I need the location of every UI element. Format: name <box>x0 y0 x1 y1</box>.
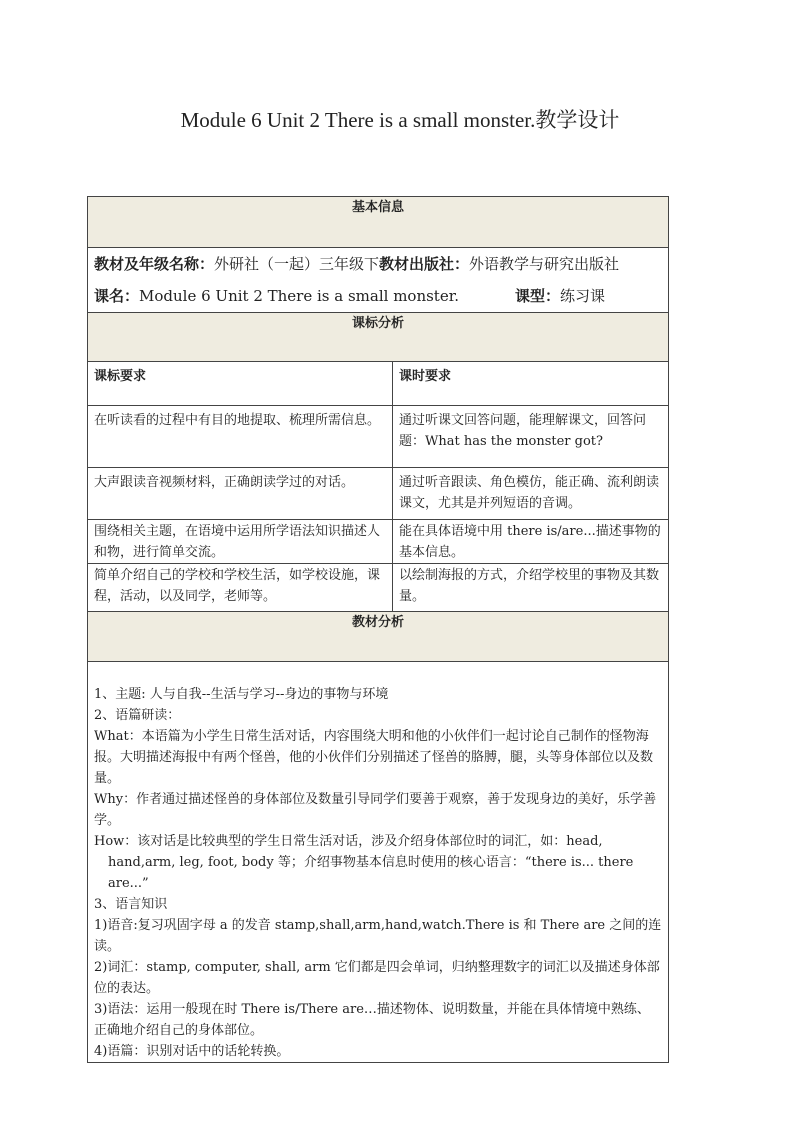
curriculum-row-standard: 在听读看的过程中有目的地提取、梳理所需信息。 <box>88 406 393 468</box>
textbook-line: 3、语言知识 <box>94 897 168 912</box>
textbook-line: 2、语篇研读： <box>94 708 181 723</box>
textbook-line: 1)语音:复习巩固字母 a 的发音 stamp,shall,arm,hand,watch.There is 和 There are 之间的连读。 <box>94 918 662 954</box>
document-title: Module 6 Unit 2 There is a small monster.教学设计 <box>180 108 620 132</box>
textbook-line: 1、主题: 人与自我--生活与学习--身边的事物与环境 <box>94 687 389 702</box>
textbook-heading: 教材分析 <box>88 612 669 662</box>
curriculum-row-lesson: 能在具体语境中用 there is/are...描述事物的基本信息。 <box>393 520 669 564</box>
curriculum-row-standard: 简单介绍自己的学校和学校生活，如学校设施，课程，活动，以及同学，老师等。 <box>88 564 393 612</box>
lesson-plan-table <box>87 196 669 1063</box>
lesson-line <box>94 280 662 312</box>
publisher-label: 教材出版社： <box>379 255 470 273</box>
curriculum-row-lesson: 以绘制海报的方式，介绍学校里的事物及其数量。 <box>393 564 669 612</box>
basic-info-cell <box>88 248 669 313</box>
publisher-value: 外语教学与研究出版社 <box>469 255 620 273</box>
curriculum-col-lesson: 课时要求 <box>393 362 669 406</box>
lesson-value: Module 6 Unit 2 There is a small monster. <box>139 287 459 305</box>
textbook-line: 2)词汇：stamp, computer, shall, arm 它们都是四会单词，归纳整理数字的词汇以及描述身体部位的表达。 <box>94 960 660 996</box>
textbook-line: 3)语法：运用一般现在时 There is/There are…描述物体、说明数量，并能在具体情境中熟练、正确地介绍自己的身体部位。 <box>94 1002 650 1038</box>
textbook-line: hand,arm, leg, foot, body 等；介绍事物基本信息时使用的核心语言：“there is... there are...” <box>108 855 634 891</box>
curriculum-row-lesson: 通过听音跟读、角色模仿，能正确、流利朗读课文，尤其是并列短语的音调。 <box>393 468 669 520</box>
curriculum-heading: 课标分析 <box>88 313 669 362</box>
textbook-line: 4)语篇：识别对话中的话轮转换。 <box>94 1044 290 1059</box>
basic-info-heading: 基本信息 <box>88 197 669 248</box>
textbook-line: How：该对话是比较典型的学生日常生活对话，涉及介绍身体部位时的词汇，如：head, <box>94 834 603 849</box>
textbook-analysis-body <box>88 662 669 1063</box>
textbook-line: What：本语篇为小学生日常生活对话，内容围绕大明和他的小伙伴们一起讨论自己制作的怪物海报。大明描述海报中有两个怪兽，他的小伙伴们分别描述了怪兽的胳膊，腿，头等身体部位以及数量。 <box>94 729 654 786</box>
curriculum-col-standard: 课标要求 <box>88 362 393 406</box>
type-label: 课型： <box>515 287 561 305</box>
curriculum-row-standard: 大声跟读音视频材料，正确朗读学过的对话。 <box>88 468 393 520</box>
textbook-line: Why：作者通过描述怪兽的身体部位及数量引导同学们要善于观察，善于发现身边的美好，乐学善学。 <box>94 792 657 828</box>
material-value: 外研社（一起）三年级下 <box>214 255 380 273</box>
curriculum-row-standard: 围绕相关主题，在语境中运用所学语法知识描述人和物，进行简单交流。 <box>88 520 393 564</box>
material-label: 教材及年级名称： <box>94 255 215 273</box>
lesson-label: 课名： <box>94 287 140 305</box>
material-line <box>94 248 662 280</box>
curriculum-row-lesson: 通过听课文回答问题，能理解课文，回答问题：What has the monster got? <box>393 406 669 468</box>
type-value: 练习课 <box>560 287 606 305</box>
